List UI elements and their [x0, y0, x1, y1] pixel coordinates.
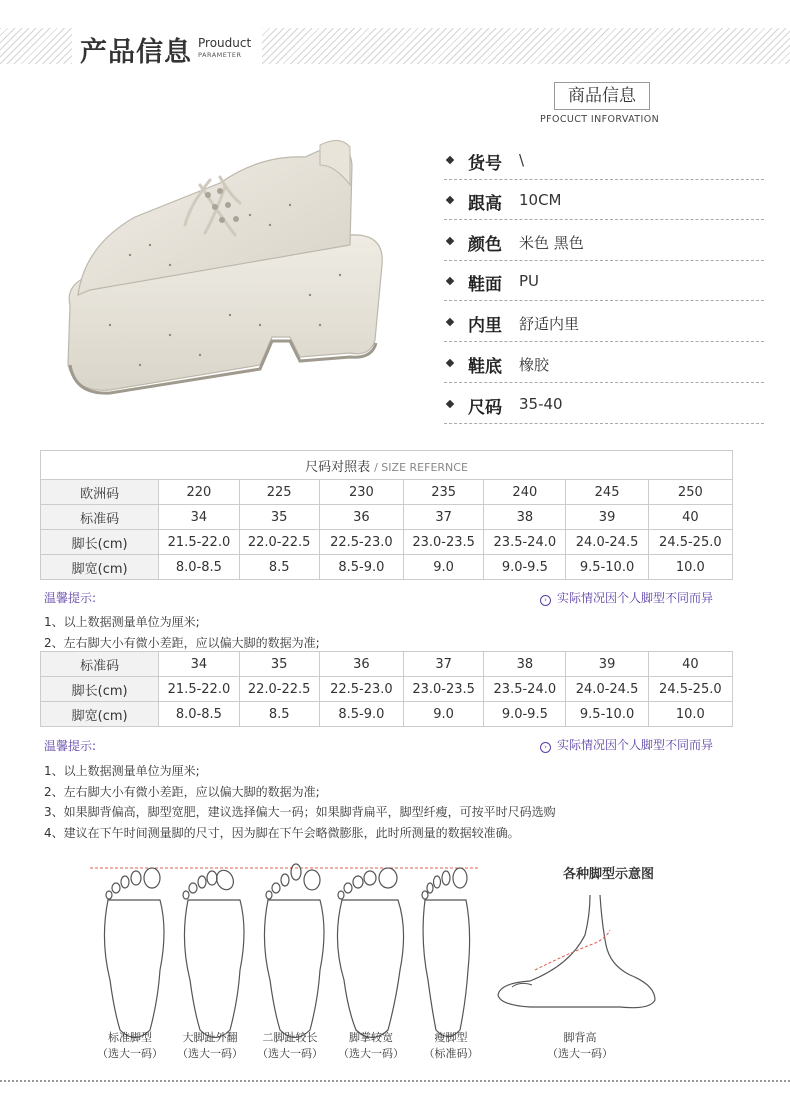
foot-type-advice: （选大一码） — [338, 1047, 404, 1060]
spec-row — [444, 302, 764, 342]
tips-right-text: 实际情况因个人脚型不同而异 — [557, 591, 714, 605]
size-table-row — [41, 652, 733, 677]
size-cell: 39 — [566, 652, 648, 677]
foot-type-caption — [165, 1030, 255, 1062]
spec-key: 内里 — [468, 316, 502, 336]
diamond-bullet-icon — [446, 318, 454, 326]
header-stripe-right — [262, 28, 790, 64]
size-cell: 9.0-9.5 — [484, 702, 566, 727]
size-cell: 40 — [648, 652, 732, 677]
note-line: 2、左右脚大小有微小差距，应以偏大脚的数据为准; — [44, 636, 320, 650]
foot-type-name: 标准脚型 — [108, 1031, 152, 1044]
foot-type-advice: （选大一码） — [257, 1047, 323, 1060]
header-title: 产品信息 — [80, 37, 192, 68]
size-cell: 21.5-22.0 — [159, 677, 239, 702]
spec-row — [444, 180, 764, 220]
size-cell: 9.0 — [404, 702, 484, 727]
size-table-title-en: / SIZE REFERNCE — [374, 460, 468, 474]
spec-row — [444, 343, 764, 383]
size-table-title-zh: 尺码对照表 — [305, 459, 371, 475]
foot-diagram-title: 各种脚型示意图 — [563, 867, 655, 882]
size-table-2 — [40, 651, 733, 727]
size-row-label: 脚长(cm) — [41, 677, 159, 702]
size-cell: 23.5-24.0 — [484, 530, 566, 555]
size-table — [40, 450, 733, 580]
size-cell: 38 — [484, 505, 566, 530]
size-cell: 9.0-9.5 — [484, 555, 566, 580]
section-header — [0, 28, 790, 68]
tips-label: 温馨提示: — [44, 739, 97, 753]
spec-value: PU — [519, 272, 540, 290]
size-cell: 22.5-23.0 — [319, 530, 403, 555]
diamond-bullet-icon — [446, 277, 454, 285]
size-cell: 34 — [159, 652, 239, 677]
spec-row — [444, 221, 764, 261]
size-cell: 23.0-23.5 — [404, 530, 484, 555]
diamond-bullet-icon — [446, 400, 454, 408]
size-row-label: 脚宽(cm) — [41, 555, 159, 580]
foot-type-name: 瘦脚型 — [434, 1031, 468, 1044]
size-cell: 39 — [566, 505, 648, 530]
size-cell: 230 — [319, 480, 403, 505]
size-cell: 21.5-22.0 — [159, 530, 239, 555]
foot-type-caption — [406, 1030, 496, 1062]
size-cell: 9.0 — [404, 555, 484, 580]
size-cell: 8.5-9.0 — [319, 702, 403, 727]
spec-row — [444, 261, 764, 301]
spec-key: 货号 — [468, 154, 502, 174]
spec-value: 10CM — [519, 191, 562, 209]
spec-key: 颜色 — [468, 235, 502, 255]
foot-type-caption — [245, 1030, 335, 1062]
header-stripe-left — [0, 28, 72, 64]
note-line: 2、左右脚大小有微小差距，应以偏大脚的数据为准; — [44, 785, 320, 799]
size-row-label: 标准码 — [41, 652, 159, 677]
high-instep-foot-icon — [490, 885, 680, 1025]
spec-value: \ — [519, 151, 525, 169]
foot-type-caption — [85, 1030, 175, 1062]
spec-value: 米色 黑色 — [519, 234, 584, 252]
foot-type-advice: （选大一码） — [177, 1047, 243, 1060]
spec-row — [444, 140, 764, 180]
size-cell: 24.5-25.0 — [648, 530, 732, 555]
size-cell: 9.5-10.0 — [566, 555, 648, 580]
size-cell: 220 — [159, 480, 239, 505]
size-cell: 22.0-22.5 — [239, 530, 319, 555]
size-row-label: 脚宽(cm) — [41, 702, 159, 727]
foot-type-name: 脚背高 — [563, 1031, 597, 1044]
size-cell: 22.5-23.0 — [319, 677, 403, 702]
size-cell: 235 — [404, 480, 484, 505]
size-cell: 10.0 — [648, 702, 732, 727]
diamond-bullet-icon — [446, 156, 454, 164]
foot-type-caption — [326, 1030, 416, 1062]
spec-value: 舒适内里 — [519, 315, 580, 333]
chevron-circle-icon: › — [540, 595, 551, 606]
size-cell: 38 — [484, 652, 566, 677]
chevron-circle-icon: › — [540, 742, 551, 753]
spec-key: 鞋面 — [468, 275, 502, 295]
tips-label: 温馨提示: — [44, 591, 97, 605]
size-table-row — [41, 677, 733, 702]
foot-type-advice: （选大一码） — [97, 1047, 163, 1060]
size-row-label: 脚长(cm) — [41, 530, 159, 555]
size-cell: 35 — [239, 505, 319, 530]
foot-type-advice: （标准码） — [423, 1047, 479, 1060]
diamond-bullet-icon — [446, 237, 454, 245]
size-cell: 10.0 — [648, 555, 732, 580]
tips-right-note — [540, 589, 713, 606]
size-table-row — [41, 555, 733, 580]
size-cell: 36 — [319, 652, 403, 677]
size-cell: 8.5-9.0 — [319, 555, 403, 580]
size-cell: 225 — [239, 480, 319, 505]
note-line: 4、建议在下午时间测量脚的尺寸，因为脚在下午会略微膨胀，此时所测量的数据较准确。 — [44, 826, 520, 840]
tips-right-note — [540, 736, 713, 753]
spec-row — [444, 384, 764, 424]
spec-key: 跟高 — [468, 194, 502, 214]
bottom-divider — [0, 1080, 790, 1082]
size-cell: 8.5 — [239, 702, 319, 727]
size-cell: 245 — [566, 480, 648, 505]
product-info-title: 商品信息 — [554, 82, 650, 110]
size-cell: 37 — [404, 505, 484, 530]
size-cell: 34 — [159, 505, 239, 530]
shoe-image — [50, 125, 405, 410]
size-cell: 40 — [648, 505, 732, 530]
diamond-bullet-icon — [446, 196, 454, 204]
size-cell: 36 — [319, 505, 403, 530]
diamond-bullet-icon — [446, 359, 454, 367]
foot-type-name: 大脚趾外翻 — [182, 1031, 238, 1044]
foot-type-advice: （选大一码） — [547, 1047, 613, 1060]
spec-value: 橡胶 — [519, 356, 550, 374]
size-cell: 35 — [239, 652, 319, 677]
size-cell: 9.5-10.0 — [566, 702, 648, 727]
spec-key: 鞋底 — [468, 357, 502, 377]
size-cell: 22.0-22.5 — [239, 677, 319, 702]
size-row-label: 标准码 — [41, 505, 159, 530]
tips-right-text: 实际情况因个人脚型不同而异 — [557, 738, 714, 752]
spec-key: 尺码 — [468, 398, 502, 418]
size-cell: 23.5-24.0 — [484, 677, 566, 702]
size-row-label: 欧洲码 — [41, 480, 159, 505]
size-cell: 23.0-23.5 — [404, 677, 484, 702]
foot-type-caption — [535, 1030, 625, 1062]
size-cell: 250 — [648, 480, 732, 505]
size-cell: 240 — [484, 480, 566, 505]
foot-type-name: 二脚趾较长 — [262, 1031, 318, 1044]
size-cell: 8.5 — [239, 555, 319, 580]
size-cell: 24.5-25.0 — [648, 677, 732, 702]
size-table-row — [41, 702, 733, 727]
product-info-subtitle: PFOCUCT INFORVATION — [540, 114, 660, 125]
size-table-title — [41, 451, 733, 480]
foot-type-name: 脚掌较宽 — [349, 1031, 393, 1044]
size-table-row — [41, 530, 733, 555]
size-cell: 24.0-24.5 — [566, 677, 648, 702]
size-table-row — [41, 480, 733, 505]
size-table-row — [41, 505, 733, 530]
header-en-title: Prouduct — [198, 36, 252, 50]
size-cell: 37 — [404, 652, 484, 677]
size-cell: 8.0-8.5 — [159, 702, 239, 727]
size-cell: 8.0-8.5 — [159, 555, 239, 580]
note-line: 1、以上数据测量单位为厘米; — [44, 764, 200, 778]
header-en-subtitle: PARAMETER — [198, 51, 242, 59]
note-line: 3、如果脚背偏高，脚型宽肥，建议选择偏大一码；如果脚背扁平，脚型纤瘦，可按平时尺码选购 — [44, 805, 556, 819]
note-line: 1、以上数据测量单位为厘米; — [44, 615, 200, 629]
spec-value: 35-40 — [519, 395, 563, 413]
size-cell: 24.0-24.5 — [566, 530, 648, 555]
